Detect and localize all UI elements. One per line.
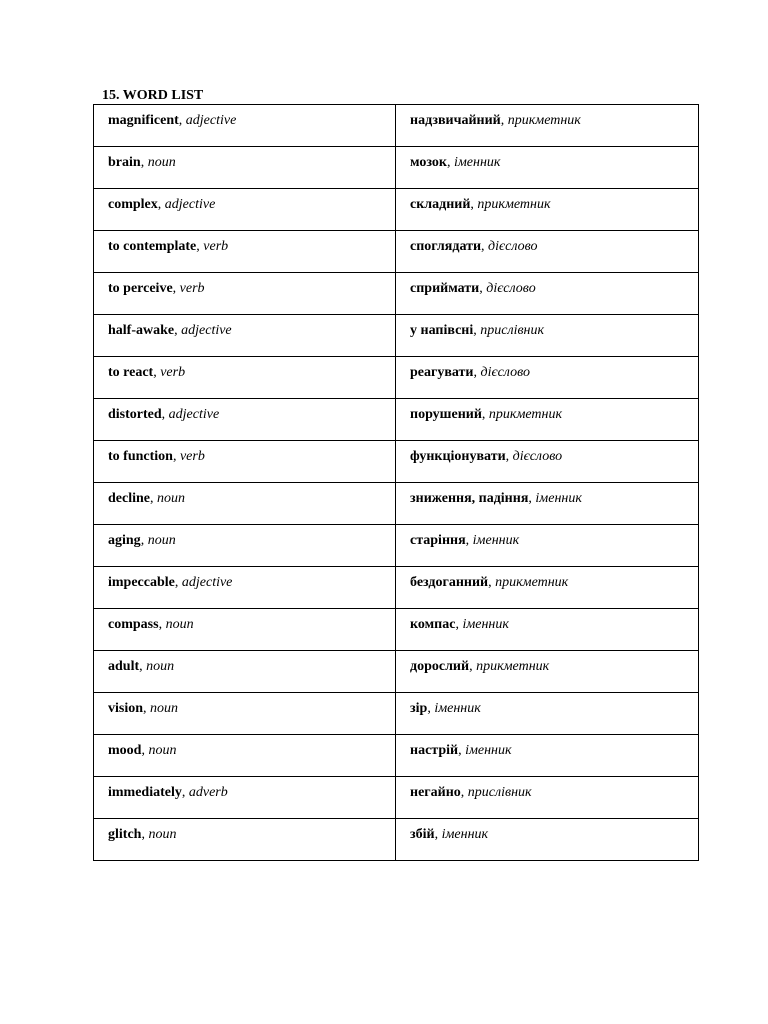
ukrainian-word: настрій	[410, 743, 459, 758]
separator: ,	[500, 113, 508, 128]
separator: ,	[473, 365, 481, 380]
english-part-of-speech: adjective	[181, 575, 233, 590]
ukrainian-cell	[396, 567, 699, 609]
separator: ,	[140, 533, 148, 548]
ukrainian-cell	[396, 105, 699, 147]
word-row	[94, 735, 699, 777]
ukrainian-cell-content	[410, 693, 698, 718]
english-cell-content	[108, 609, 395, 634]
english-word: half-awake	[108, 323, 175, 338]
word-row	[94, 357, 699, 399]
ukrainian-part-of-speech: дієслово	[486, 281, 536, 296]
separator: ,	[528, 491, 536, 506]
english-cell-content	[108, 273, 395, 298]
english-cell-content	[108, 777, 395, 802]
english-cell-content	[108, 147, 395, 172]
separator: ,	[460, 785, 468, 800]
english-cell	[94, 441, 396, 483]
separator: ,	[174, 323, 182, 338]
word-row	[94, 693, 699, 735]
separator: ,	[158, 617, 166, 632]
separator: ,	[481, 407, 489, 422]
english-cell	[94, 567, 396, 609]
english-word: to react	[108, 365, 154, 380]
word-row	[94, 189, 699, 231]
english-word: adult	[108, 659, 140, 674]
ukrainian-word: складний	[410, 197, 471, 212]
english-cell	[94, 777, 396, 819]
english-cell	[94, 693, 396, 735]
english-part-of-speech: verb	[179, 449, 205, 464]
word-row	[94, 273, 699, 315]
english-word: distorted	[108, 407, 162, 422]
english-word: to function	[108, 449, 173, 464]
ukrainian-cell-content	[410, 105, 698, 130]
english-cell-content	[108, 819, 395, 844]
separator: ,	[488, 575, 496, 590]
english-part-of-speech: noun	[165, 617, 194, 632]
english-cell	[94, 357, 396, 399]
ukrainian-cell	[396, 525, 699, 567]
ukrainian-cell-content	[410, 651, 698, 676]
ukrainian-cell	[396, 651, 699, 693]
ukrainian-cell	[396, 609, 699, 651]
separator: ,	[141, 827, 149, 842]
english-part-of-speech: noun	[157, 491, 185, 506]
english-word: brain	[108, 155, 141, 170]
ukrainian-word: функціонувати	[410, 449, 506, 464]
ukrainian-cell-content	[410, 399, 698, 424]
english-cell	[94, 819, 396, 861]
english-word: magnificent	[108, 113, 179, 128]
ukrainian-part-of-speech: прикметник	[488, 407, 563, 422]
separator: ,	[143, 701, 151, 716]
ukrainian-cell-content	[410, 735, 698, 760]
word-list-table	[93, 104, 699, 861]
ukrainian-part-of-speech: дієслово	[488, 239, 538, 254]
english-word: to perceive	[108, 281, 173, 296]
word-row	[94, 609, 699, 651]
word-list-body	[94, 105, 699, 861]
english-word: mood	[108, 743, 142, 758]
english-cell-content	[108, 693, 395, 718]
english-word: decline	[108, 491, 150, 506]
english-part-of-speech: noun	[150, 701, 179, 716]
english-cell-content	[108, 567, 395, 592]
ukrainian-cell-content	[410, 357, 698, 382]
ukrainian-word: сприймати	[410, 281, 480, 296]
english-cell	[94, 651, 396, 693]
ukrainian-part-of-speech: іменник	[453, 155, 501, 170]
ukrainian-cell-content	[410, 147, 698, 172]
english-cell-content	[108, 357, 395, 382]
ukrainian-cell	[396, 315, 699, 357]
separator: ,	[470, 197, 478, 212]
english-cell-content	[108, 441, 395, 466]
ukrainian-word: у напівсні	[410, 323, 474, 338]
english-cell-content	[108, 315, 395, 340]
ukrainian-cell-content	[410, 441, 698, 466]
ukrainian-cell	[396, 777, 699, 819]
english-word: to contemplate	[108, 239, 197, 254]
ukrainian-cell-content	[410, 189, 698, 214]
english-word: vision	[108, 701, 144, 716]
ukrainian-cell-content	[410, 483, 698, 508]
ukrainian-part-of-speech: дієслово	[480, 365, 530, 380]
ukrainian-part-of-speech: дієслово	[512, 449, 563, 464]
separator: ,	[140, 155, 148, 170]
ukrainian-cell	[396, 147, 699, 189]
ukrainian-word: мозок	[410, 155, 447, 170]
english-cell	[94, 399, 396, 441]
english-cell	[94, 189, 396, 231]
english-word: immediately	[108, 785, 182, 800]
english-cell	[94, 483, 396, 525]
english-part-of-speech: verb	[203, 239, 229, 254]
word-row	[94, 819, 699, 861]
separator: ,	[172, 449, 180, 464]
english-cell	[94, 735, 396, 777]
english-cell	[94, 315, 396, 357]
ukrainian-part-of-speech: прислівник	[467, 785, 532, 800]
ukrainian-part-of-speech: іменник	[535, 491, 582, 506]
ukrainian-word: негайно	[410, 785, 461, 800]
english-part-of-speech: noun	[146, 659, 175, 674]
ukrainian-cell-content	[410, 525, 698, 550]
ukrainian-cell	[396, 231, 699, 273]
english-word: impeccable	[108, 575, 175, 590]
separator: ,	[181, 785, 189, 800]
separator: ,	[505, 449, 513, 464]
ukrainian-part-of-speech: іменник	[465, 743, 512, 758]
separator: ,	[139, 659, 147, 674]
ukrainian-cell	[396, 441, 699, 483]
separator: ,	[141, 743, 149, 758]
separator: ,	[196, 239, 204, 254]
separator: ,	[150, 491, 157, 506]
ukrainian-cell	[396, 819, 699, 861]
ukrainian-cell	[396, 693, 699, 735]
ukrainian-cell-content	[410, 819, 698, 844]
ukrainian-word: бездоганний	[410, 575, 489, 590]
english-part-of-speech: adjective	[185, 113, 237, 128]
word-row	[94, 567, 699, 609]
word-row	[94, 777, 699, 819]
english-part-of-speech: adjective	[164, 197, 216, 212]
word-row	[94, 651, 699, 693]
ukrainian-cell-content	[410, 315, 698, 340]
ukrainian-cell-content	[410, 609, 698, 634]
ukrainian-cell	[396, 357, 699, 399]
ukrainian-word: реагувати	[410, 365, 474, 380]
ukrainian-part-of-speech: прикметник	[476, 659, 550, 674]
ukrainian-word: надзвичайний	[410, 113, 501, 128]
english-cell	[94, 525, 396, 567]
separator: ,	[178, 113, 186, 128]
ukrainian-cell	[396, 483, 699, 525]
separator: ,	[481, 239, 489, 254]
ukrainian-part-of-speech: іменник	[441, 827, 489, 842]
english-part-of-speech: noun	[148, 827, 177, 842]
english-part-of-speech: noun	[147, 155, 176, 170]
english-word: glitch	[108, 827, 142, 842]
ukrainian-part-of-speech: іменник	[472, 533, 520, 548]
english-cell-content	[108, 105, 395, 130]
english-cell-content	[108, 231, 395, 256]
ukrainian-cell-content	[410, 273, 698, 298]
ukrainian-part-of-speech: прикметник	[477, 197, 551, 212]
separator: ,	[458, 743, 466, 758]
english-cell-content	[108, 735, 395, 760]
separator: ,	[174, 575, 182, 590]
word-row	[94, 105, 699, 147]
separator: ,	[473, 323, 481, 338]
separator: ,	[427, 701, 435, 716]
english-part-of-speech: noun	[147, 533, 176, 548]
ukrainian-part-of-speech: іменник	[434, 701, 481, 716]
ukrainian-word: зниження, падіння	[410, 491, 529, 506]
separator: ,	[172, 281, 180, 296]
ukrainian-part-of-speech: прикметник	[507, 113, 581, 128]
english-word: compass	[108, 617, 159, 632]
english-cell	[94, 231, 396, 273]
ukrainian-word: порушений	[410, 407, 482, 422]
english-cell	[94, 273, 396, 315]
ukrainian-word: компас	[410, 617, 456, 632]
word-row	[94, 147, 699, 189]
separator: ,	[455, 617, 463, 632]
ukrainian-word: зір	[410, 701, 428, 716]
english-word: aging	[108, 533, 141, 548]
ukrainian-cell-content	[410, 231, 698, 256]
separator: ,	[161, 407, 169, 422]
word-row	[94, 399, 699, 441]
separator: ,	[157, 197, 165, 212]
english-cell-content	[108, 525, 395, 550]
ukrainian-word: старіння	[410, 533, 466, 548]
word-row	[94, 315, 699, 357]
separator: ,	[465, 533, 473, 548]
english-cell-content	[108, 651, 395, 676]
ukrainian-part-of-speech: іменник	[462, 617, 509, 632]
ukrainian-word: збій	[410, 827, 435, 842]
english-part-of-speech: adjective	[181, 323, 232, 338]
english-part-of-speech: adjective	[168, 407, 220, 422]
ukrainian-cell	[396, 399, 699, 441]
english-cell	[94, 609, 396, 651]
english-cell-content	[108, 189, 395, 214]
word-row	[94, 483, 699, 525]
english-cell-content	[108, 483, 395, 508]
separator: ,	[446, 155, 454, 170]
ukrainian-part-of-speech: прикметник	[495, 575, 569, 590]
separator: ,	[434, 827, 442, 842]
separator: ,	[153, 365, 161, 380]
ukrainian-word: споглядати	[410, 239, 482, 254]
page-title: 15. WORD LIST	[102, 88, 204, 103]
ukrainian-cell	[396, 735, 699, 777]
ukrainian-cell	[396, 189, 699, 231]
english-word: complex	[108, 197, 158, 212]
english-part-of-speech: verb	[179, 281, 205, 296]
english-cell	[94, 147, 396, 189]
english-part-of-speech: verb	[160, 365, 186, 380]
english-cell	[94, 105, 396, 147]
separator: ,	[479, 281, 487, 296]
word-row	[94, 441, 699, 483]
separator: ,	[469, 659, 477, 674]
ukrainian-cell-content	[410, 777, 698, 802]
ukrainian-part-of-speech: прислівник	[480, 323, 545, 338]
word-row	[94, 525, 699, 567]
word-row	[94, 231, 699, 273]
ukrainian-cell-content	[410, 567, 698, 592]
ukrainian-word: дорослий	[410, 659, 470, 674]
ukrainian-cell	[396, 273, 699, 315]
english-part-of-speech: noun	[148, 743, 177, 758]
english-part-of-speech: adverb	[188, 785, 228, 800]
english-cell-content	[108, 399, 395, 424]
